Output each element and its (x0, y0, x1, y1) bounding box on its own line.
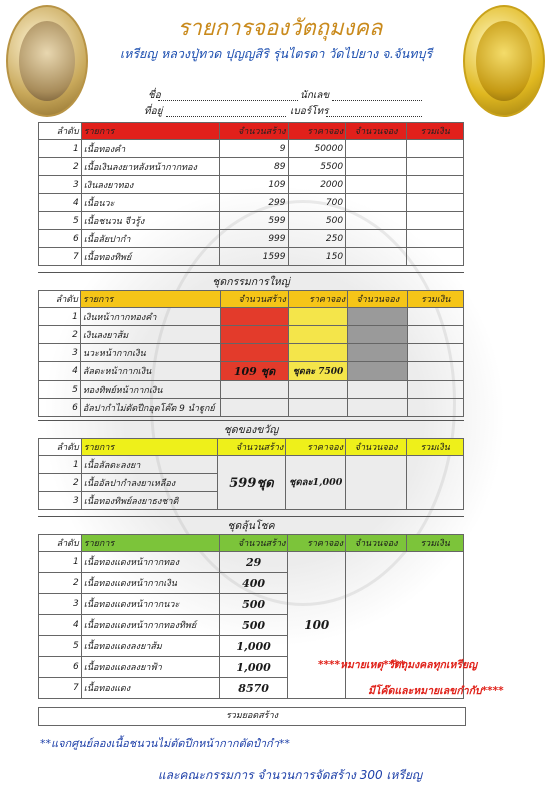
row-item: เนื้อทองแดงลงยาฟ้า (81, 657, 219, 678)
row-item: เนื้ออัลปากำลงยาเหลือง (81, 474, 217, 492)
address-field[interactable] (166, 116, 286, 117)
col-header-qty: จำนวนสร้าง (221, 291, 289, 308)
row-item: เนื้อทองแดงหน้ากากทอง (81, 552, 219, 573)
nickname-label: นักเลข (300, 90, 330, 101)
price-handwritten: ชุดละ 7500 (288, 362, 347, 381)
row-total (407, 248, 464, 266)
remark-label: ****หมายเหตุ**** (318, 659, 406, 671)
price-handwritten: 100 (288, 552, 346, 699)
row-item: เนื้อนวะ (81, 194, 219, 212)
row-item: เนื้อลัลดะลงยา (81, 456, 217, 474)
row-seq: 3 (39, 594, 82, 615)
col-header-qty: จำนวนสร้าง (219, 123, 288, 140)
col-header-price: ราคาจอง (288, 535, 346, 552)
row-price: 5500 (288, 158, 346, 176)
remark-text-1: วัตถุมงคลทุกเหรียญ (388, 659, 478, 671)
table-header-row (39, 123, 464, 140)
row-qty: 1,000 (219, 657, 288, 678)
col-header-qty: จำนวนสร้าง (219, 535, 288, 552)
row-total (407, 176, 464, 194)
table-row (39, 176, 464, 194)
row-qty: 299 (219, 194, 288, 212)
medal-right-image (463, 5, 545, 117)
qty-handwritten: 109 ชุด (221, 362, 289, 381)
row-item: เนื้อทองแดงหน้ากากนวะ (81, 594, 219, 615)
col-header-price: ราคาจอง (288, 291, 347, 308)
row-seq: 6 (39, 657, 82, 678)
row-qty: 999 (219, 230, 288, 248)
row-total (407, 212, 464, 230)
row-total (408, 381, 464, 399)
row-booking-input[interactable] (346, 194, 407, 212)
row-item: เนื้อทองแดงลงยาส้ม (81, 636, 219, 657)
col-header-seq: ลำดับ (39, 439, 82, 456)
price-cell (288, 326, 347, 344)
table-row (39, 399, 464, 417)
table-row (39, 140, 464, 158)
row-seq: 3 (39, 176, 82, 194)
row-qty: 9 (219, 140, 288, 158)
qty-cell (221, 308, 289, 326)
col-header-seq: ลำดับ (39, 535, 82, 552)
col-header-qty: จำนวนสร้าง (217, 439, 286, 456)
row-booking-input[interactable] (346, 230, 407, 248)
row-item: ทองทิพย์หน้ากากเงิน (80, 381, 220, 399)
nickname-field[interactable] (332, 100, 422, 101)
section-lucky-set (38, 534, 464, 699)
row-booking-input[interactable] (348, 399, 408, 417)
row-booking-input[interactable] (348, 308, 408, 326)
row-price: 500 (288, 212, 346, 230)
table-row (39, 362, 464, 381)
section-title-gift-set: ชุดของขวัญ (38, 420, 464, 437)
row-item: เนื้อทองแดง (81, 678, 219, 699)
table-header-row (39, 535, 464, 552)
row-qty: 29 (219, 552, 288, 573)
row-seq: 4 (39, 362, 81, 381)
row-price: 700 (288, 194, 346, 212)
row-seq: 3 (39, 492, 82, 510)
col-header-price: ราคาจอง (288, 123, 346, 140)
row-seq: 6 (39, 399, 81, 417)
row-item: นวะหน้ากากเงิน (80, 344, 220, 362)
col-header-seq: ลำดับ (39, 123, 82, 140)
row-booking-input[interactable] (346, 456, 407, 510)
row-qty: 89 (219, 158, 288, 176)
footer-note-2: และคณะกรรมการ จำนวนการจัดสร้าง 300 เหรียญ (157, 768, 423, 782)
row-total (407, 140, 464, 158)
row-item: เนื้อทองแดงหน้ากากทองทิพย์ (81, 615, 219, 636)
row-price: 250 (288, 230, 346, 248)
col-header-booking: จำนวนจอง (348, 291, 408, 308)
col-header-item: รายการ (81, 535, 219, 552)
table-row (39, 308, 464, 326)
row-booking-input[interactable] (346, 176, 407, 194)
row-booking-input[interactable] (346, 140, 407, 158)
table-row (39, 552, 464, 573)
row-seq: 1 (39, 308, 81, 326)
section-main-list (38, 122, 464, 266)
row-price: 2000 (288, 176, 346, 194)
row-item: เนื้อทองคำ (81, 140, 219, 158)
notes-area (346, 552, 464, 699)
row-booking-input[interactable] (346, 212, 407, 230)
row-seq: 2 (39, 573, 82, 594)
page-subtitle: เหรียญ หลวงปู่ทวด ปุญญสิริ รุ่นไตรดา วัดไปยาง จ.จันทบุรี (119, 46, 433, 61)
col-header-price: ราคาจอง (286, 439, 346, 456)
row-price: 150 (288, 248, 346, 266)
table-row (39, 326, 464, 344)
row-seq: 5 (39, 212, 82, 230)
row-qty: 599 (219, 212, 288, 230)
qty-cell (221, 344, 289, 362)
table-header-row (39, 291, 464, 308)
footer-note-1: **แจกศูนย์ลองเนื้อชนวนไม่ตัดปีกหน้ากากตัดปำกำ** (40, 737, 290, 750)
col-header-total: รวมเงิน (407, 535, 464, 552)
table-row (39, 194, 464, 212)
row-seq: 7 (39, 248, 82, 266)
row-total (407, 158, 464, 176)
medal-left-image (6, 5, 88, 117)
price-cell (288, 344, 347, 362)
row-item: เงินลงยาทอง (81, 176, 219, 194)
col-header-booking: จำนวนจอง (346, 123, 407, 140)
row-seq: 4 (39, 615, 82, 636)
name-field[interactable] (158, 100, 298, 101)
col-header-item: รายการ (80, 291, 220, 308)
section-title-lucky-set: ชุดลุ้นโชค (38, 516, 464, 533)
qty-cell (221, 399, 289, 417)
table-row (39, 230, 464, 248)
row-total (407, 230, 464, 248)
row-item: เนื้อทองแดงหน้ากากเงิน (81, 573, 219, 594)
row-item: เงินลงยาส้ม (80, 326, 220, 344)
col-header-item: รายการ (81, 439, 217, 456)
phone-field[interactable] (326, 116, 422, 117)
row-total (408, 308, 464, 326)
qty-cell (221, 381, 289, 399)
remark-text-2: มีโค๊ดและหมายเลขกำกับ**** (368, 685, 504, 697)
section-title-committee: ชุดกรรมการใหญ่ (38, 272, 464, 289)
table-row (39, 344, 464, 362)
col-header-booking: จำนวนจอง (346, 535, 407, 552)
row-seq: 1 (39, 140, 82, 158)
table-row (39, 212, 464, 230)
row-booking-input[interactable] (348, 326, 408, 344)
row-seq: 5 (39, 381, 81, 399)
row-item: เนื้อทองทิพย์ลงยาธงชาติ (81, 492, 217, 510)
row-seq: 1 (39, 552, 82, 573)
row-qty: 8570 (219, 678, 288, 699)
row-seq: 7 (39, 678, 82, 699)
table-row (39, 158, 464, 176)
row-booking-input[interactable] (346, 248, 407, 266)
row-seq: 2 (39, 326, 81, 344)
table-row (39, 381, 464, 399)
row-item: เงินหน้ากากทองคำ (80, 308, 220, 326)
name-label: ชื่อ (148, 90, 161, 101)
col-header-total: รวมเงิน (408, 291, 464, 308)
phone-label: เบอร์โทร (290, 106, 329, 117)
row-booking-input[interactable] (348, 381, 408, 399)
address-label: ที่อยู่ (144, 106, 163, 117)
row-booking-input[interactable] (346, 158, 407, 176)
row-item: ลัลดะหน้ากากเงิน (80, 362, 220, 381)
row-seq: 2 (39, 158, 82, 176)
price-handwritten: ชุดละ1,000 (286, 456, 346, 510)
row-seq: 6 (39, 230, 82, 248)
row-qty: 109 (219, 176, 288, 194)
row-item: อัลปากำไม่ตัดปีกอุดโค๊ต 9 นำฐูกย์ (80, 399, 220, 417)
row-seq: 1 (39, 456, 82, 474)
row-seq: 4 (39, 194, 82, 212)
col-header-booking: จำนวนจอง (346, 439, 407, 456)
section-gift-set (38, 438, 464, 510)
col-header-total: รวมเงิน (407, 439, 464, 456)
row-seq: 5 (39, 636, 82, 657)
row-total (408, 326, 464, 344)
row-booking-input[interactable] (348, 344, 408, 362)
row-item: เนื้อลัยปากำ (81, 230, 219, 248)
row-total (408, 362, 464, 381)
grand-total-row: รวมยอดสร้าง (38, 707, 466, 726)
row-qty: 500 (219, 594, 288, 615)
row-seq: 2 (39, 474, 82, 492)
table-row (39, 248, 464, 266)
row-qty: 400 (219, 573, 288, 594)
qty-cell (221, 326, 289, 344)
row-total (408, 344, 464, 362)
row-item: เนื้อทองทิพย์ (81, 248, 219, 266)
row-seq: 3 (39, 344, 81, 362)
row-item: เนื้อชนวน จีวรู้ง (81, 212, 219, 230)
page-title: รายการจองวัตถุมงคล (177, 16, 383, 41)
row-booking-input[interactable] (348, 362, 408, 381)
row-qty: 1599 (219, 248, 288, 266)
section-committee-set (38, 290, 464, 417)
row-price: 50000 (288, 140, 346, 158)
col-header-item: รายการ (81, 123, 219, 140)
table-row (39, 456, 464, 474)
price-cell (288, 308, 347, 326)
row-qty: 500 (219, 615, 288, 636)
col-header-seq: ลำดับ (39, 291, 81, 308)
row-total (407, 456, 464, 510)
table-header-row (39, 439, 464, 456)
qty-handwritten: 599ชุด (217, 456, 286, 510)
price-cell (288, 399, 347, 417)
row-qty: 1,000 (219, 636, 288, 657)
row-total (408, 399, 464, 417)
row-total (407, 194, 464, 212)
col-header-total: รวมเงิน (407, 123, 464, 140)
row-item: เนื้อเงินลงยาหลังหน้ากากทอง (81, 158, 219, 176)
price-cell (288, 381, 347, 399)
